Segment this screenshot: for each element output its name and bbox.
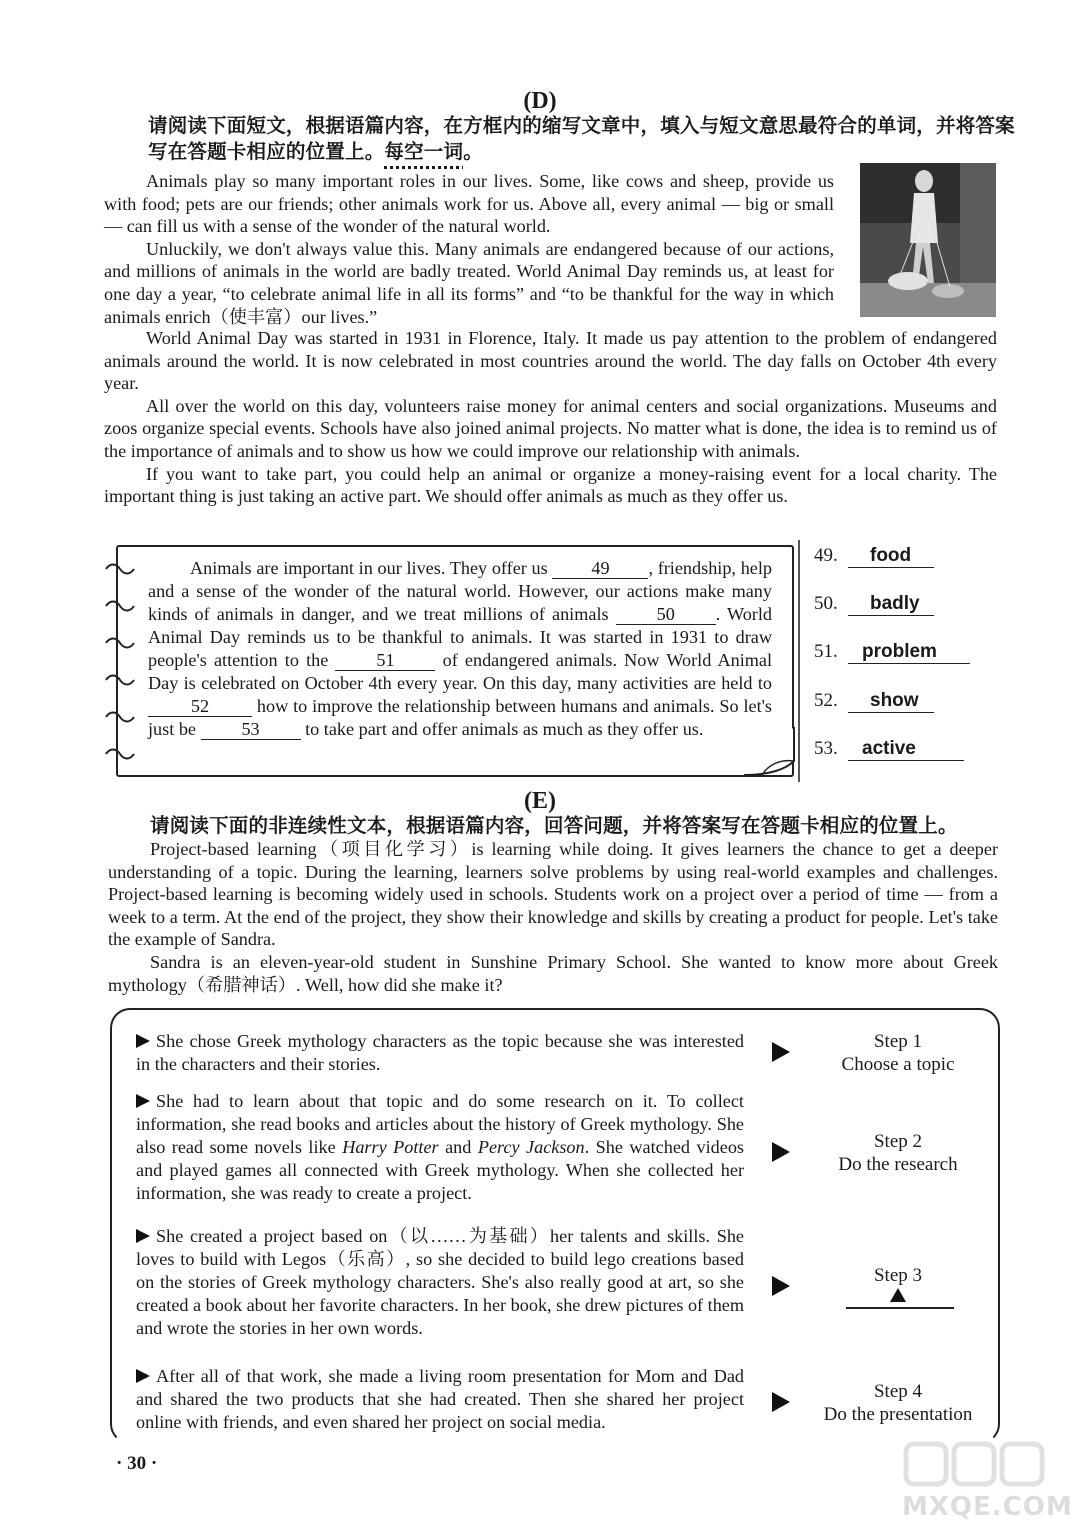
notebook-ring-icon bbox=[104, 748, 136, 760]
passage-d-paragraph-2: Unluckily, we don't always value this. Many animals are endangered because of our actions, and millions of animals in the world are badly treated. World Animal Day reminds us, at least for one day a year, “to celebrate animal life in all its forms” and “to be thankful for the way in which animals enrich（使丰富）our lives.” bbox=[104, 238, 834, 327]
bullet-triangle-icon bbox=[136, 1034, 150, 1048]
section-e-title: (E) bbox=[524, 788, 556, 814]
notebook-ring-icon bbox=[104, 563, 136, 575]
notebook-ring-icon bbox=[104, 637, 136, 649]
blank-marker-icon bbox=[890, 1288, 906, 1302]
emphasis-text: 每空一词 bbox=[384, 140, 464, 163]
answer-52: 52. show bbox=[814, 690, 934, 713]
watermark-logo bbox=[900, 1440, 1073, 1527]
blank-50: 50 bbox=[616, 604, 716, 625]
notebook-ring-icon bbox=[104, 674, 136, 686]
passage-d-paragraph-4: All over the world on this day, volunteers raise money for animal centers and social organizations. Museums and zoos organize special events. Schools have also joined animal projects. No matter what is done, the idea is to remind us of the importance of animals and to show us how we could improve our relationship with animals. bbox=[104, 395, 997, 461]
step-3-label: Step 3 bbox=[873, 1265, 923, 1286]
photo-woman-walking-dogs bbox=[860, 163, 996, 317]
blank-52: 52 bbox=[148, 696, 252, 717]
step-4-description: After all of that work, she made a living room presentation for Mom and Dad and shared the two products that she had created. Then she shared her project online with friends, and even shared her project on social media. bbox=[136, 1366, 744, 1432]
arrow-right-icon bbox=[772, 1276, 790, 1296]
step-1-description: She chose Greek mythology characters as the topic because she was interested in the characters and their stories. bbox=[136, 1031, 744, 1074]
answer-53: 53. active bbox=[814, 738, 964, 761]
bullet-triangle-icon bbox=[136, 1369, 150, 1383]
answer-50: 50. badly bbox=[814, 593, 934, 616]
arrow-right-icon bbox=[772, 1392, 790, 1412]
passage-e-paragraph-1: Project-based learning（项目化学习）is learning while doing. It gives learners the chance to get a deeper understanding of a topic. During the learning, learners solve problems by using real-world examples and challenges. Project-based learning is becoming widely used in schools. Students work on a project over a period of time — from a week to a term. At the end of the project, they show their knowledge and skills by creating a product for people. Let's take the example of Sandra. bbox=[108, 839, 998, 950]
section-d-title: (D) bbox=[523, 88, 557, 114]
blank-51: 51 bbox=[335, 650, 435, 671]
blank-53: 53 bbox=[201, 719, 301, 740]
passage-d-paragraph-3: World Animal Day was started in 1931 in Florence, Italy. It made us pay attention to the problem of endangered animals around the world. It is now celebrated in most countries around the world. The day falls on October 4th every year. bbox=[104, 328, 997, 394]
answer-divider bbox=[798, 540, 800, 782]
answer-49: 49. food bbox=[814, 545, 934, 568]
page-number: · 30 · bbox=[116, 1453, 158, 1474]
answer-51: 51. problem bbox=[814, 641, 970, 664]
summary-text: Animals are important in our lives. They offer us 49 , friendship, help and a sense of the wonder of the natural world. However, our actions make many kinds of animals in danger, and we treat millions of animals 50 . World Animal Day reminds us to be thankful to animals. It was started in 1931 to draw people's attention to the 51 of endangered animals. Now World Animal Day is celebrated on October 4th every year. On this day, many activities are held to 52 how to improve the relationship between humans and animals. So let's just be 53 to take part and offer animals as much as they offer us. bbox=[148, 558, 773, 739]
bullet-triangle-icon bbox=[136, 1229, 150, 1243]
passage-d-paragraph-5: If you want to take part, you could help an animal or organize a money-raising event for a local charity. The important thing is just taking an active part. We should offer animals as much as they offer us. bbox=[104, 463, 997, 507]
notebook-ring-icon bbox=[104, 600, 136, 612]
step-2-label: Step 2 Do the research bbox=[838, 1131, 958, 1175]
blank-49: 49 bbox=[552, 558, 648, 579]
notebook-ring-icon bbox=[104, 711, 136, 723]
step-3-description: She created a project based on（以……为基础）her talents and skills. She loves to build with Legos（乐高）, so she decided to build lego creations based on the stories of Greek mythology characters. She's also really good at art, so she created a book about her favorite characters. In her book, she drew pictures of them and wrote the stories in her own words. bbox=[136, 1226, 745, 1338]
bullet-triangle-icon bbox=[136, 1094, 150, 1108]
section-d-instruction: 请阅读下面短文，根据语篇内容，在方框内的缩写文章中，填入与短文意思最符合的单词，并将答案写在答题卡相应的位置上。每空一词。 bbox=[148, 114, 1015, 163]
passage-d-part1 bbox=[104, 170, 834, 328]
passage-d-part2 bbox=[104, 327, 997, 508]
step-1-label: Step 1 Choose a topic bbox=[841, 1031, 955, 1075]
step-2-description: She had to learn about that topic and do some research on it. To collect information, she read books and articles about the history of Greek mythology. She also read some novels like Harry Potter and Percy Jackson. She watched videos and played games all connected with Greek mythology. When she collected her information, she was ready to create a project. bbox=[136, 1091, 744, 1203]
arrow-right-icon bbox=[772, 1042, 790, 1062]
passage-e-paragraph-2: Sandra is an eleven-year-old student in Sunshine Primary School. She wanted to know more about Greek mythology（希腊神话）. Well, how did she make it? bbox=[108, 951, 998, 995]
step-3-blank bbox=[846, 1307, 954, 1309]
passage-d-paragraph-1: Animals play so many important roles in our lives. Some, like cows and sheep, provide us with food; pets are our friends; other animals work for us. Above all, every animal — big or small — can fill us with a sense of the wonder of the natural world. bbox=[104, 171, 834, 237]
watermark-text: MXQE.COM bbox=[902, 1492, 1073, 1522]
step-4-label: Step 4 Do the presentation bbox=[823, 1381, 973, 1425]
arrow-right-icon bbox=[772, 1142, 790, 1162]
section-e-instruction: 请阅读下面的非连续性文本，根据语篇内容，回答问题，并将答案写在答题卡相应的位置上。 bbox=[150, 814, 958, 837]
passage-e bbox=[108, 838, 998, 996]
